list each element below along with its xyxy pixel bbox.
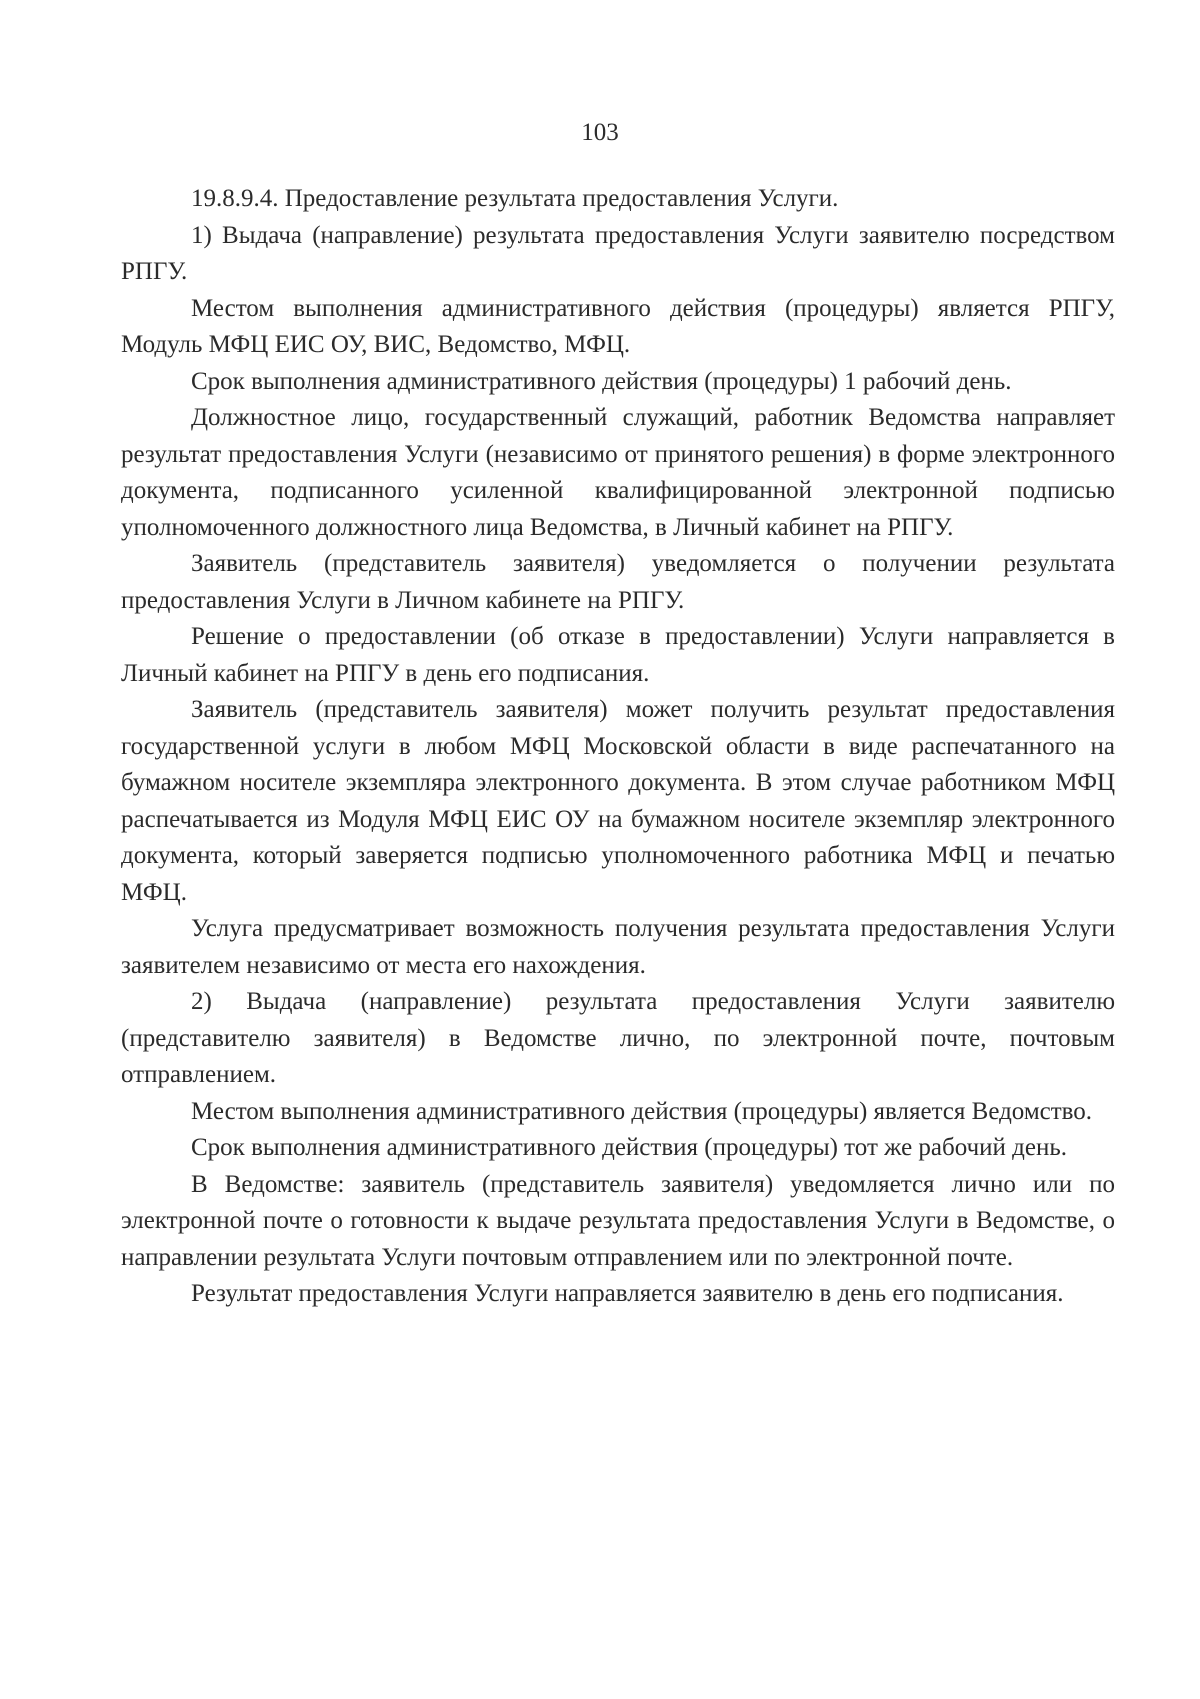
paragraph: Услуга предусматривает возможность получения результата предоставления Услуги заявителем независимо от места его нахождения. (121, 915, 1115, 979)
paragraph: 1) Выдача (направление) результата предоставления Услуги заявителю посредством РПГУ. (121, 221, 1115, 285)
paragraph: 2) Выдача (направление) результата предоставления Услуги заявителю (представителю заявителя) в Ведомстве лично, по электронной почте, почтовым отправлением. (121, 988, 1115, 1088)
paragraph: Заявитель (представитель заявителя) может получить результат предоставления государственной услуги в любом МФЦ Московской области в виде распечатанного на бумажном носителе экземпляра электронного документа. В этом случае работником МФЦ распечатывается из Модуля МФЦ ЕИС ОУ на бумажном носителе экземпляр электронного документа, который заверяется подписью уполномоченного работника МФЦ и печатью МФЦ. (121, 696, 1115, 906)
section-heading: 19.8.9.4. Предоставление результата предоставления Услуги. (191, 185, 839, 212)
paragraph: Должностное лицо, государственный служащий, работник Ведомства направляет результат предоставления Услуги (независимо от принятого решения) в форме электронного документа, подписанного усиленной квалифицированной электронной подписью уполномоченного должностного лица Ведомства, в Личный кабинет на РПГУ. (121, 404, 1115, 541)
paragraph: Заявитель (представитель заявителя) уведомляется о получении результата предоставления Услуги в Личном кабинете на РПГУ. (121, 550, 1115, 614)
paragraph: В Ведомстве: заявитель (представитель заявителя) уведомляется лично или по электронной почте о готовности к выдаче результата предоставления Услуги в Ведомстве, о направлении результата Услуги почтовым отправлением или по электронной почте. (121, 1170, 1115, 1271)
document-body (121, 181, 1115, 1313)
paragraph: Местом выполнения административного действия (процедуры) является РПГУ, Модуль МФЦ ЕИС ОУ, ВИС, Ведомство, МФЦ. (121, 294, 1115, 358)
page-number: 103 (581, 119, 619, 146)
paragraph: Местом выполнения административного действия (процедуры) является Ведомство. (191, 1097, 1093, 1125)
paragraph: Результат предоставления Услуги направляется заявителю в день его подписания. (191, 1280, 1064, 1307)
paragraph: Решение о предоставлении (об отказе в предоставлении) Услуги направляется в Личный кабинет на РПГУ в день его подписания. (121, 623, 1115, 687)
paragraph: Срок выполнения административного действия (процедуры) тот же рабочий день. (191, 1134, 1068, 1161)
paragraph: Срок выполнения административного действия (процедуры) 1 рабочий день. (191, 367, 1012, 395)
